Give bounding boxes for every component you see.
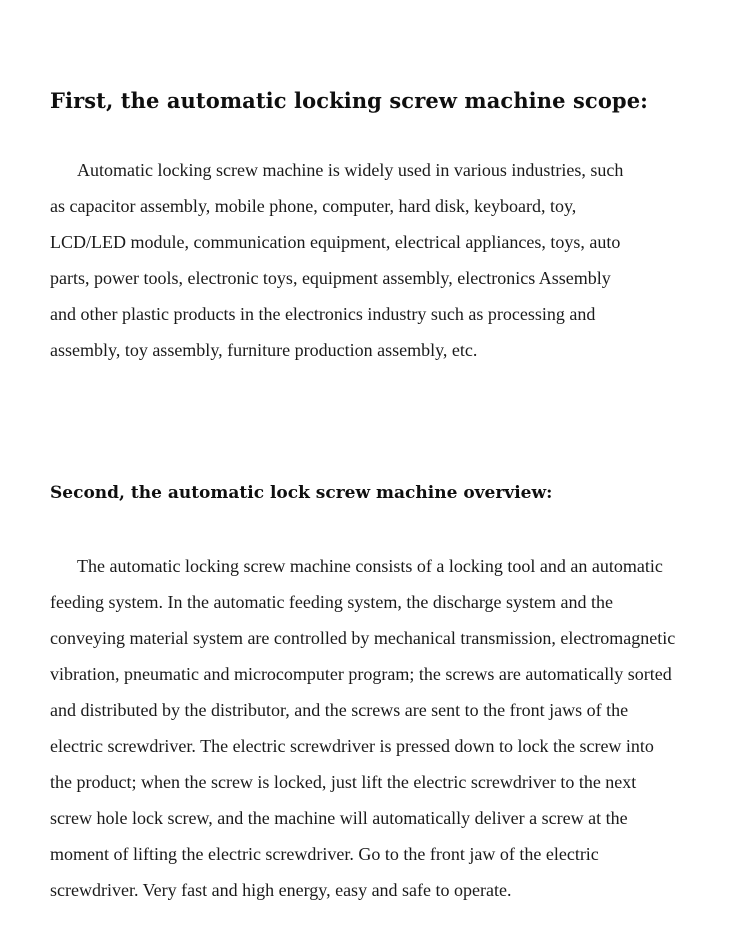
paragraph-line: screwdriver. Very fast and high energy, easy and safe to operate. bbox=[50, 880, 512, 900]
paragraph-line: assembly, toy assembly, furniture production assembly, etc. bbox=[50, 340, 478, 360]
paragraph-line: LCD/LED module, communication equipment, electrical appliances, toys, auto bbox=[50, 232, 621, 252]
section-heading-scope: First, the automatic locking screw machine scope: bbox=[50, 88, 649, 113]
overview-paragraph bbox=[50, 548, 734, 908]
paragraph-line: moment of lifting the electric screwdriver. Go to the front jaw of the electric bbox=[50, 844, 599, 864]
scope-paragraph bbox=[50, 152, 734, 368]
paragraph-line: conveying material system are controlled by mechanical transmission, electromagnetic bbox=[50, 628, 676, 648]
paragraph-line: vibration, pneumatic and microcomputer program; the screws are automatically sorted bbox=[50, 664, 672, 684]
paragraph-line: electric screwdriver. The electric screwdriver is pressed down to lock the screw into bbox=[50, 736, 654, 756]
paragraph-line: and other plastic products in the electronics industry such as processing and bbox=[50, 304, 596, 324]
paragraph-line: as capacitor assembly, mobile phone, computer, hard disk, keyboard, toy, bbox=[50, 196, 577, 216]
paragraph-line: Automatic locking screw machine is widely used in various industries, such bbox=[77, 160, 624, 180]
paragraph-line: screw hole lock screw, and the machine will automatically deliver a screw at the bbox=[50, 808, 628, 828]
paragraph-line: parts, power tools, electronic toys, equipment assembly, electronics Assembly bbox=[50, 268, 611, 288]
section-heading-overview: Second, the automatic lock screw machine overview: bbox=[50, 483, 553, 503]
paragraph-line: and distributed by the distributor, and the screws are sent to the front jaws of the bbox=[50, 700, 629, 720]
paragraph-line: the product; when the screw is locked, just lift the electric screwdriver to the next bbox=[50, 772, 637, 792]
paragraph-line: The automatic locking screw machine consists of a locking tool and an automatic bbox=[77, 556, 663, 576]
paragraph-line: feeding system. In the automatic feeding system, the discharge system and the bbox=[50, 592, 614, 612]
